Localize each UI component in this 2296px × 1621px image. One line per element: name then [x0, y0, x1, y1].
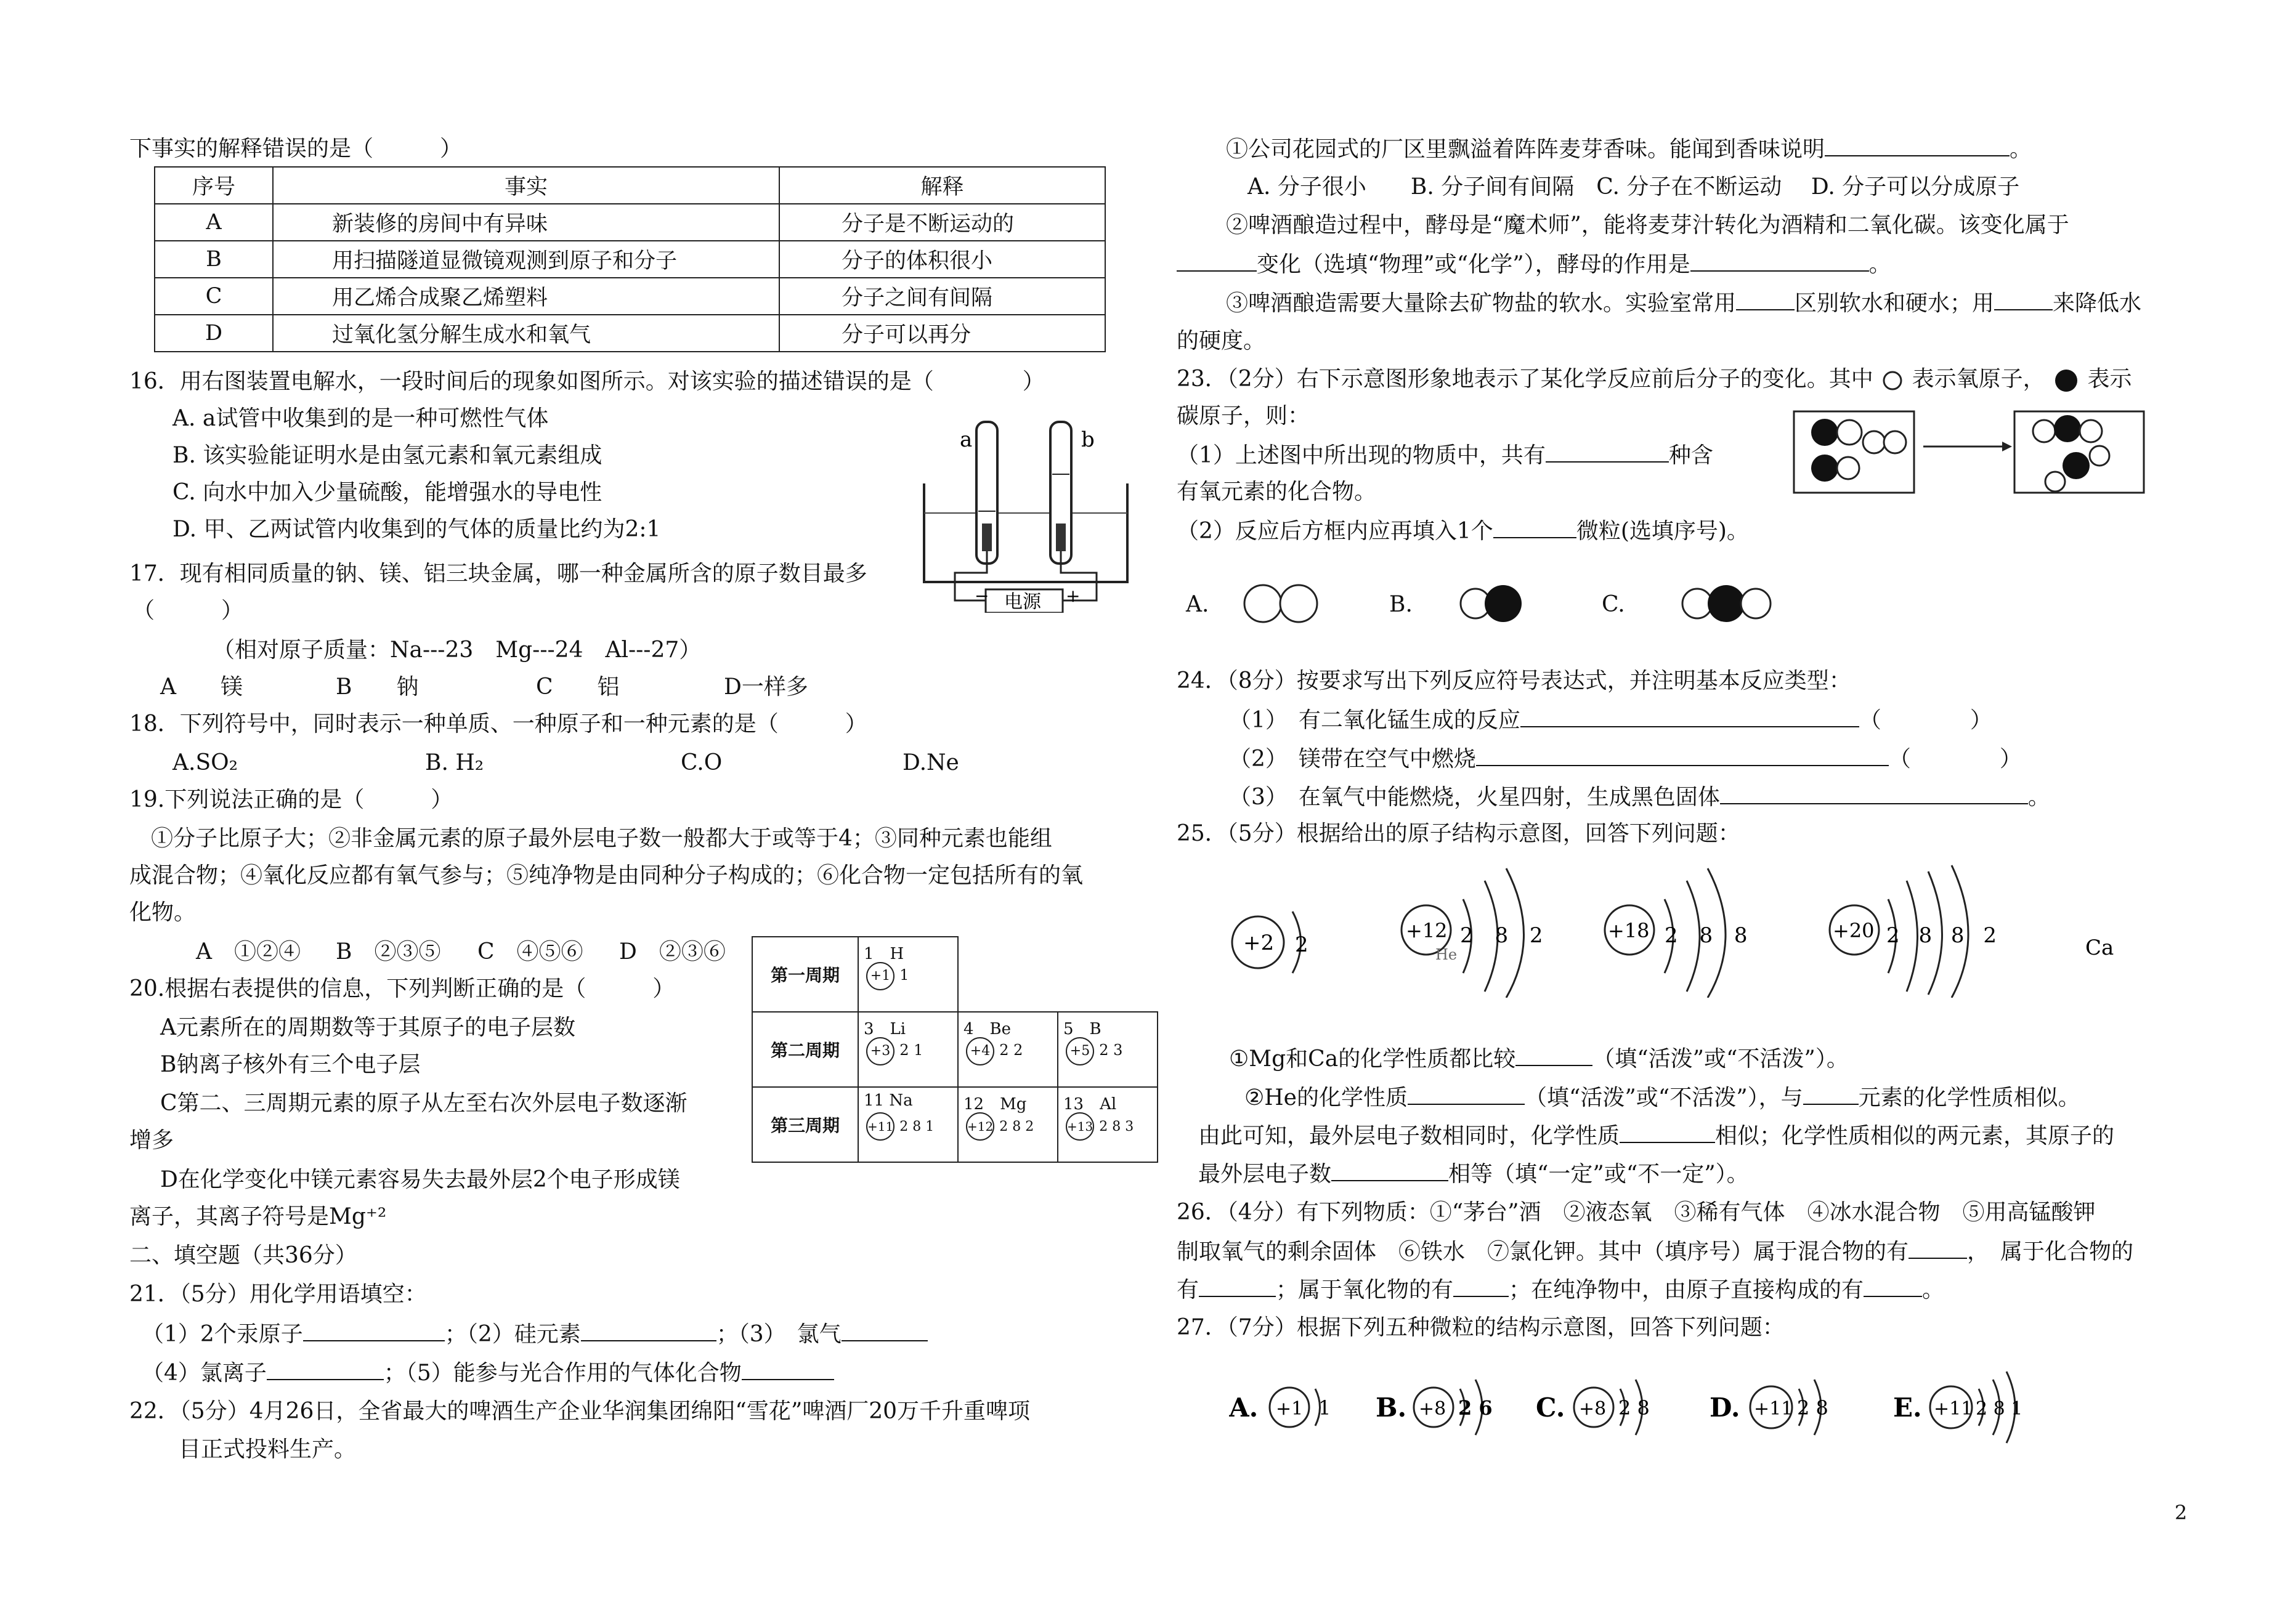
q19-option-a: A ①②④	[196, 939, 301, 964]
q15-stem: 下事实的解释错误的是（ ）	[129, 136, 463, 161]
periodic-table	[752, 936, 1158, 1163]
q22-part2: 变化（选填“物理”或“化学”），酵母的作用是 。	[1177, 249, 1891, 280]
period-label: 第三周期	[752, 1087, 858, 1162]
he-faint-label: He	[1435, 946, 1458, 963]
q23-option-a: A.	[1186, 592, 1209, 617]
table-cell: 分子可以再分	[779, 315, 1105, 352]
oxygen-atom-icon	[1880, 370, 1905, 391]
q17-option-c: C 铝	[536, 674, 620, 700]
element-symbol: 5 B	[1063, 1020, 1101, 1038]
atom-structure: +3 2 1	[866, 1037, 923, 1065]
table-cell: A	[155, 204, 273, 241]
nucleus-charge: +18	[1608, 919, 1650, 942]
q16-option-a: A. a试管中收集到的是一种可燃性气体	[172, 406, 549, 431]
electron-count: 2 8 8 2	[1886, 923, 2003, 948]
table-cell: 用乙烯合成聚乙烯塑料	[273, 278, 779, 315]
q24-stem: 24．（8分）按要求写出下列反应符号表达式，并注明基本反应类型：	[1177, 668, 1851, 693]
table-cell: 用扫描隧道显微镜观测到原子和分子	[273, 241, 779, 278]
table-cell: D	[155, 315, 273, 352]
element-symbol: 1 H	[864, 945, 904, 963]
electron-count: 2	[1295, 932, 1308, 957]
particle-label: E.	[1893, 1393, 1922, 1423]
q25-atom-diagrams	[1226, 862, 2212, 998]
atom-structure: +4 2 2	[966, 1037, 1023, 1065]
particle-label: C.	[1536, 1393, 1565, 1423]
q24-r2: （2） 镁带在空气中燃烧 （ ）	[1229, 744, 2022, 774]
table-cell: B	[155, 241, 273, 278]
particle-label: D.	[1710, 1393, 1740, 1423]
electrolysis-diagram	[918, 410, 1134, 613]
tube-b-label: b	[1081, 427, 1095, 452]
particle-label: B.	[1376, 1393, 1407, 1423]
table-cell: 新装修的房间中有异味	[273, 204, 779, 241]
electron-count: 1	[1318, 1396, 1331, 1420]
element-cell	[858, 1012, 958, 1087]
atom-structure: +5 2 3	[1066, 1037, 1122, 1065]
element-cell	[958, 1087, 1058, 1162]
q23-sub2: （2）反应后方框内应再填入1个 微粒(选填序号)。	[1177, 516, 1749, 546]
q17-note: （相对原子质量：Na---23 Mg---24 Al---27）	[213, 637, 702, 663]
element-symbol: 3 Li	[864, 1020, 906, 1038]
q25-sub2: ②He的化学性质 （填“活泼”或“不活泼”），与 元素的化学性质相似。	[1244, 1083, 2080, 1113]
q20-option-c: C第二、三周期元素的原子从左至右次外层电子数逐渐	[160, 1091, 688, 1116]
plus-label: +	[1066, 586, 1081, 606]
q19-text: ①分子比原子大；②非金属元素的原子最外层电子数一般都大于或等于4；③同种元素也能组	[151, 826, 1052, 851]
q19-option-b: B ②③⑤	[336, 939, 441, 964]
table-cell: 过氧化氢分解生成水和氧气	[273, 315, 779, 352]
q19-option-d: D ②③⑥	[619, 939, 726, 964]
q25-sub4: 最外层电子数 相等（填“一定”或“不一定”）。	[1198, 1159, 1749, 1189]
nucleus-charge: +12	[1406, 919, 1448, 942]
table-cell: 分子是不断运动的	[779, 204, 1105, 241]
electron-count: 2 8	[1797, 1396, 1828, 1420]
atom-structure: +12 2 8 2	[966, 1112, 1034, 1141]
carbon-atom-icon	[2052, 368, 2080, 393]
table-header: 解释	[779, 167, 1105, 204]
q25-sub3: 由此可知，最外层电子数相同时，化学性质 相似；化学性质相似的两元素，其原子的	[1198, 1121, 2114, 1151]
q21-stem: 21．（5分）用化学用语填空：	[129, 1282, 427, 1307]
q22-part2: ②啤酒酿造过程中，酵母是“魔术师”，能将麦芽汁转化为酒精和二氧化碳。该变化属于	[1226, 212, 2069, 238]
table-header: 事实	[273, 167, 779, 204]
element-symbol: 4 Be	[963, 1020, 1012, 1038]
table-cell: 分子之间有间隔	[779, 278, 1105, 315]
q16-option-c: C. 向水中加入少量硫酸，能增强水的导电性	[172, 480, 602, 505]
ca-label: Ca	[2085, 936, 2114, 960]
q18-option-c: C.O	[681, 750, 723, 775]
element-symbol: 12 Mg	[963, 1095, 1027, 1114]
q23-option-b: B.	[1389, 592, 1413, 617]
nucleus-charge: +11	[1754, 1398, 1793, 1420]
reaction-diagram	[1787, 406, 2255, 499]
electron-count: 2 8	[1618, 1396, 1650, 1420]
q18-option-b: B. H₂	[425, 750, 484, 775]
q19-text: 成混合物；④氧化反应都有氧气参与；⑤纯净物是由同种分子构成的；⑥化合物一定包括所有的氧	[129, 863, 1084, 888]
q20-option-b: B钠离子核外有三个电子层	[160, 1052, 421, 1077]
q17-option-d: D一样多	[724, 674, 808, 700]
option-a-molecule	[1238, 582, 1324, 625]
electron-count: 2 8 2	[1460, 923, 1551, 948]
electron-count: 2 8 1	[1976, 1398, 2023, 1420]
tube-a-label: a	[960, 427, 973, 452]
q19-text: 化物。	[129, 900, 197, 925]
q18-stem: 18．下列符号中，同时表示一种单质、一种原子和一种元素的是（ ）	[129, 711, 867, 737]
q21-line1: （1）2个汞原子 ；（2）硅元素 ；（3） 氯气	[142, 1319, 928, 1349]
option-c-molecule	[1676, 582, 1780, 625]
q17-stem: 17．现有相同质量的钠、镁、铝三块金属，哪一种金属所含的原子数目最多	[129, 561, 867, 586]
q22-stem: 22．（5分）4月26日，全省最大的啤酒生产企业华润集团绵阳“雪花”啤酒厂20万千升重啤项	[129, 1399, 1031, 1424]
nucleus-charge: +8	[1419, 1398, 1446, 1420]
element-cell	[858, 1087, 958, 1162]
element-symbol: 13 Al	[1063, 1095, 1117, 1114]
q16-option-b: B. 该实验能证明水是由氢元素和氧元素组成	[172, 443, 602, 468]
q23-sub1: 有氧元素的化合物。	[1177, 479, 1377, 504]
q20-option-d: 离子，其离子符号是Mg⁺²	[129, 1204, 387, 1229]
q17-option-a: A 镁	[160, 674, 243, 700]
period-label: 第二周期	[752, 1012, 858, 1087]
q24-r1: （1） 有二氧化锰生成的反应 （ ）	[1229, 705, 1992, 735]
power-label: 电源	[1004, 591, 1041, 613]
option-b-molecule	[1454, 582, 1534, 625]
atom-structure: +1 1	[866, 962, 909, 990]
atom-structure: +11 2 8 1	[866, 1112, 934, 1141]
q22-options: A. 分子很小 B. 分子间有间隔 C. 分子在不断运动 D. 分子可以分成原子	[1247, 174, 2020, 200]
q25-sub1: ①Mg和Ca的化学性质都比较 （填“活泼”或“不活泼”）。	[1229, 1044, 1849, 1074]
q20-option-d: D在化学变化中镁元素容易失去最外层2个电子形成镁	[160, 1167, 680, 1192]
particle-label: A.	[1229, 1393, 1259, 1423]
q20-stem: 20.根据右表提供的信息，下列判断正确的是（ ）	[129, 976, 675, 1001]
nucleus-charge: +2	[1243, 931, 1275, 955]
table-cell: C	[155, 278, 273, 315]
table-header: 序号	[155, 167, 273, 204]
q21-line2: （4）氯离子 ；（5）能参与光合作用的气体化合物	[142, 1358, 834, 1388]
q24-r3: （3） 在氧气中能燃烧，火星四射，生成黑色固体 。	[1229, 782, 2050, 812]
q27-stem: 27．（7分）根据下列五种微粒的结构示意图，回答下列问题：	[1177, 1315, 1785, 1340]
element-cell	[858, 937, 958, 1012]
period-label: 第一周期	[752, 937, 858, 1012]
q16-option-d: D. 甲、乙两试管内收集到的气体的质量比约为2:1	[172, 517, 661, 542]
q23-option-c: C.	[1602, 592, 1625, 617]
electron-count: 2 8 8	[1665, 923, 1755, 948]
element-cell	[1058, 1087, 1158, 1162]
facts-table	[154, 166, 1106, 352]
q20-option-c: 增多	[129, 1128, 174, 1153]
nucleus-charge: +8	[1579, 1398, 1607, 1420]
electron-count: 2 6	[1458, 1396, 1493, 1420]
q22-stem: 目正式投料生产。	[179, 1437, 357, 1462]
nucleus-charge: +20	[1833, 919, 1875, 942]
nucleus-charge: +11	[1934, 1398, 1973, 1420]
q26-text: 26．（4分）有下列物质：①“茅台”酒 ②液态氧 ③稀有气体 ④冰水混合物 ⑤用高锰酸钾	[1177, 1200, 2096, 1225]
q18-option-a: A.SO₂	[172, 750, 238, 775]
q25-stem: 25．（5分）根据给出的原子结构示意图，回答下列问题：	[1177, 821, 1740, 846]
element-cell	[958, 1012, 1058, 1087]
q26-text: 有 ；属于氧化物的有 ；在纯净物中，由原子直接构成的有 。	[1177, 1275, 1944, 1305]
minus-label: −	[975, 586, 989, 606]
q22-part1: ①公司花园式的厂区里飘溢着阵阵麦芽香味。能闻到香味说明 。	[1226, 134, 2032, 164]
q19-option-c: C ④⑤⑥	[477, 939, 583, 964]
q18-option-d: D.Ne	[903, 750, 959, 775]
q17-paren: （ ）	[132, 598, 244, 623]
q23-sub1: （1）上述图中所出现的物质中，共有 种含	[1177, 440, 1713, 471]
q22-part3: 的硬度。	[1177, 328, 1266, 354]
table-cell: 分子的体积很小	[779, 241, 1105, 278]
q17-option-b: B 钠	[336, 674, 419, 700]
section-title: 二、填空题（共36分）	[129, 1243, 357, 1268]
page-number: 2	[2175, 1501, 2188, 1524]
q23-stem: 23．（2分）右下示意图形象地表示了某化学反应前后分子的变化。其中 表示氧原子， 表示	[1177, 366, 2132, 392]
element-cell	[1058, 1012, 1158, 1087]
q23-text: 碳原子，则：	[1177, 403, 1310, 429]
q16-stem: 16．用右图装置电解水，一段时间后的现象如图所示。对该实验的描述错误的是（ ）	[129, 369, 1045, 394]
atom-structure: +13 2 8 3	[1066, 1112, 1134, 1141]
q26-text: 制取氧气的剩余固体 ⑥铁水 ⑦氯化钾。其中（填序号）属于混合物的有 ， 属于化合物的	[1177, 1237, 2133, 1267]
element-symbol: 11 Na	[864, 1091, 913, 1110]
q27-particle-diagrams	[1229, 1364, 2079, 1444]
nucleus-charge: +1	[1276, 1398, 1304, 1420]
q19-stem: 19.下列说法正确的是（ ）	[129, 787, 453, 812]
q20-option-a: A元素所在的周期数等于其原子的电子层数	[160, 1015, 575, 1040]
q22-part3: ③啤酒酿造需要大量除去矿物盐的软水。实验室常用 区别软水和硬水；用 来降低水	[1226, 288, 2141, 318]
